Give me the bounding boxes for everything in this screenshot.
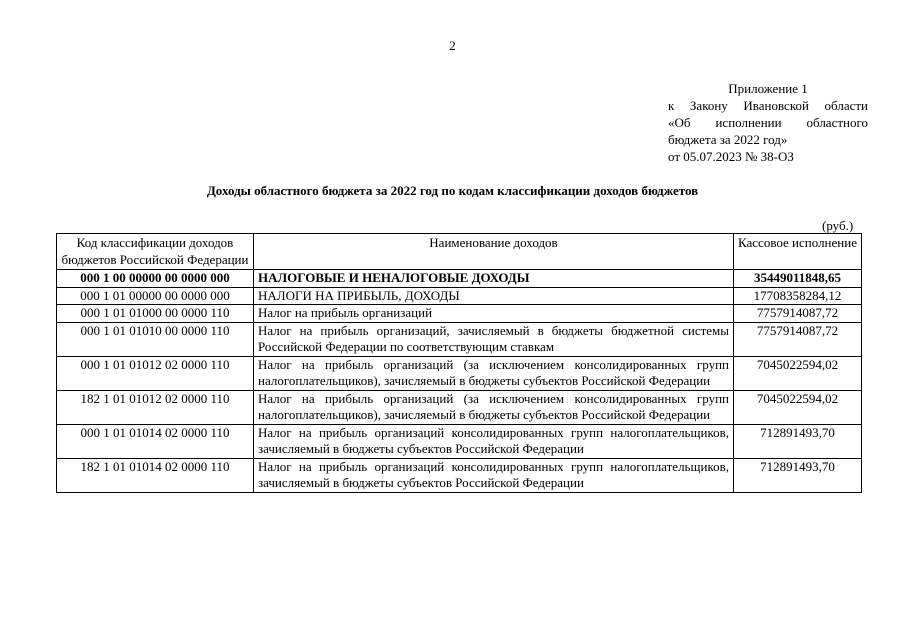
- appendix-block: [668, 80, 868, 165]
- row-amount: 7045022594,02: [734, 390, 862, 424]
- row-code: 000 1 01 00000 00 0000 000: [57, 287, 254, 305]
- row-code: 000 1 01 01010 00 0000 110: [57, 322, 254, 356]
- row-name: Налог на прибыль организаций (за исключением консолидированных групп налогоплательщиков), зачисляемый в бюджеты субъектов Российской Федерации: [254, 390, 734, 424]
- header-code: Код классификации доходов бюджетов Российской Федерации: [57, 234, 254, 270]
- row-name: Налог на прибыль организаций: [254, 305, 734, 323]
- row-code: 000 1 01 01012 02 0000 110: [57, 356, 254, 390]
- header-name: Наименование доходов: [254, 234, 734, 270]
- row-code: 000 1 01 01014 02 0000 110: [57, 424, 254, 458]
- row-amount: 7045022594,02: [734, 356, 862, 390]
- table-row: [57, 424, 862, 458]
- row-name: НАЛОГИ НА ПРИБЫЛЬ, ДОХОДЫ: [254, 287, 734, 305]
- row-name: Налог на прибыль организаций консолидированных групп налогоплательщиков, зачисляемый в бюджеты субъектов Российской Федерации: [254, 458, 734, 492]
- table-row: [57, 390, 862, 424]
- appendix-line-1: Приложение 1: [728, 81, 808, 96]
- row-amount: 712891493,70: [734, 458, 862, 492]
- table-row: [57, 270, 862, 288]
- document-title: Доходы областного бюджета за 2022 год по кодам классификации доходов бюджетов: [206, 183, 699, 198]
- row-amount: 712891493,70: [734, 424, 862, 458]
- appendix-line-2: к Закону Ивановской области: [668, 98, 868, 113]
- row-amount: 7757914087,72: [734, 322, 862, 356]
- currency-unit: (руб.): [822, 218, 854, 233]
- table-row: [57, 287, 862, 305]
- table-row: [57, 305, 862, 323]
- row-name: НАЛОГОВЫЕ И НЕНАЛОГОВЫЕ ДОХОДЫ: [254, 270, 734, 288]
- revenue-table: [56, 233, 862, 493]
- row-name: Налог на прибыль организаций (за исключением консолидированных групп налогоплательщиков), зачисляемый в бюджеты субъектов Российской Федерации: [254, 356, 734, 390]
- appendix-line-4: бюджета за 2022 год»: [668, 132, 788, 147]
- row-name: Налог на прибыль организаций консолидированных групп налогоплательщиков, зачисляемый в бюджеты субъектов Российской Федерации: [254, 424, 734, 458]
- table-header-row: [57, 234, 862, 270]
- row-code: 000 1 01 01000 00 0000 110: [57, 305, 254, 323]
- page-number: 2: [449, 38, 456, 53]
- row-code: 182 1 01 01014 02 0000 110: [57, 458, 254, 492]
- table-row: [57, 356, 862, 390]
- row-code: 182 1 01 01012 02 0000 110: [57, 390, 254, 424]
- header-amount: Кассовое исполнение: [734, 234, 862, 270]
- appendix-line-5: от 05.07.2023 № 38-ОЗ: [668, 149, 794, 164]
- row-code: 000 1 00 00000 00 0000 000: [57, 270, 254, 288]
- row-amount: 17708358284,12: [734, 287, 862, 305]
- appendix-line-3: «Об исполнении областного: [668, 115, 868, 130]
- table-row: [57, 458, 862, 492]
- row-amount: 35449011848,65: [734, 270, 862, 288]
- row-name: Налог на прибыль организаций, зачисляемый в бюджеты бюджетной системы Российской Федерации по соответствующим ставкам: [254, 322, 734, 356]
- table-row: [57, 322, 862, 356]
- row-amount: 7757914087,72: [734, 305, 862, 323]
